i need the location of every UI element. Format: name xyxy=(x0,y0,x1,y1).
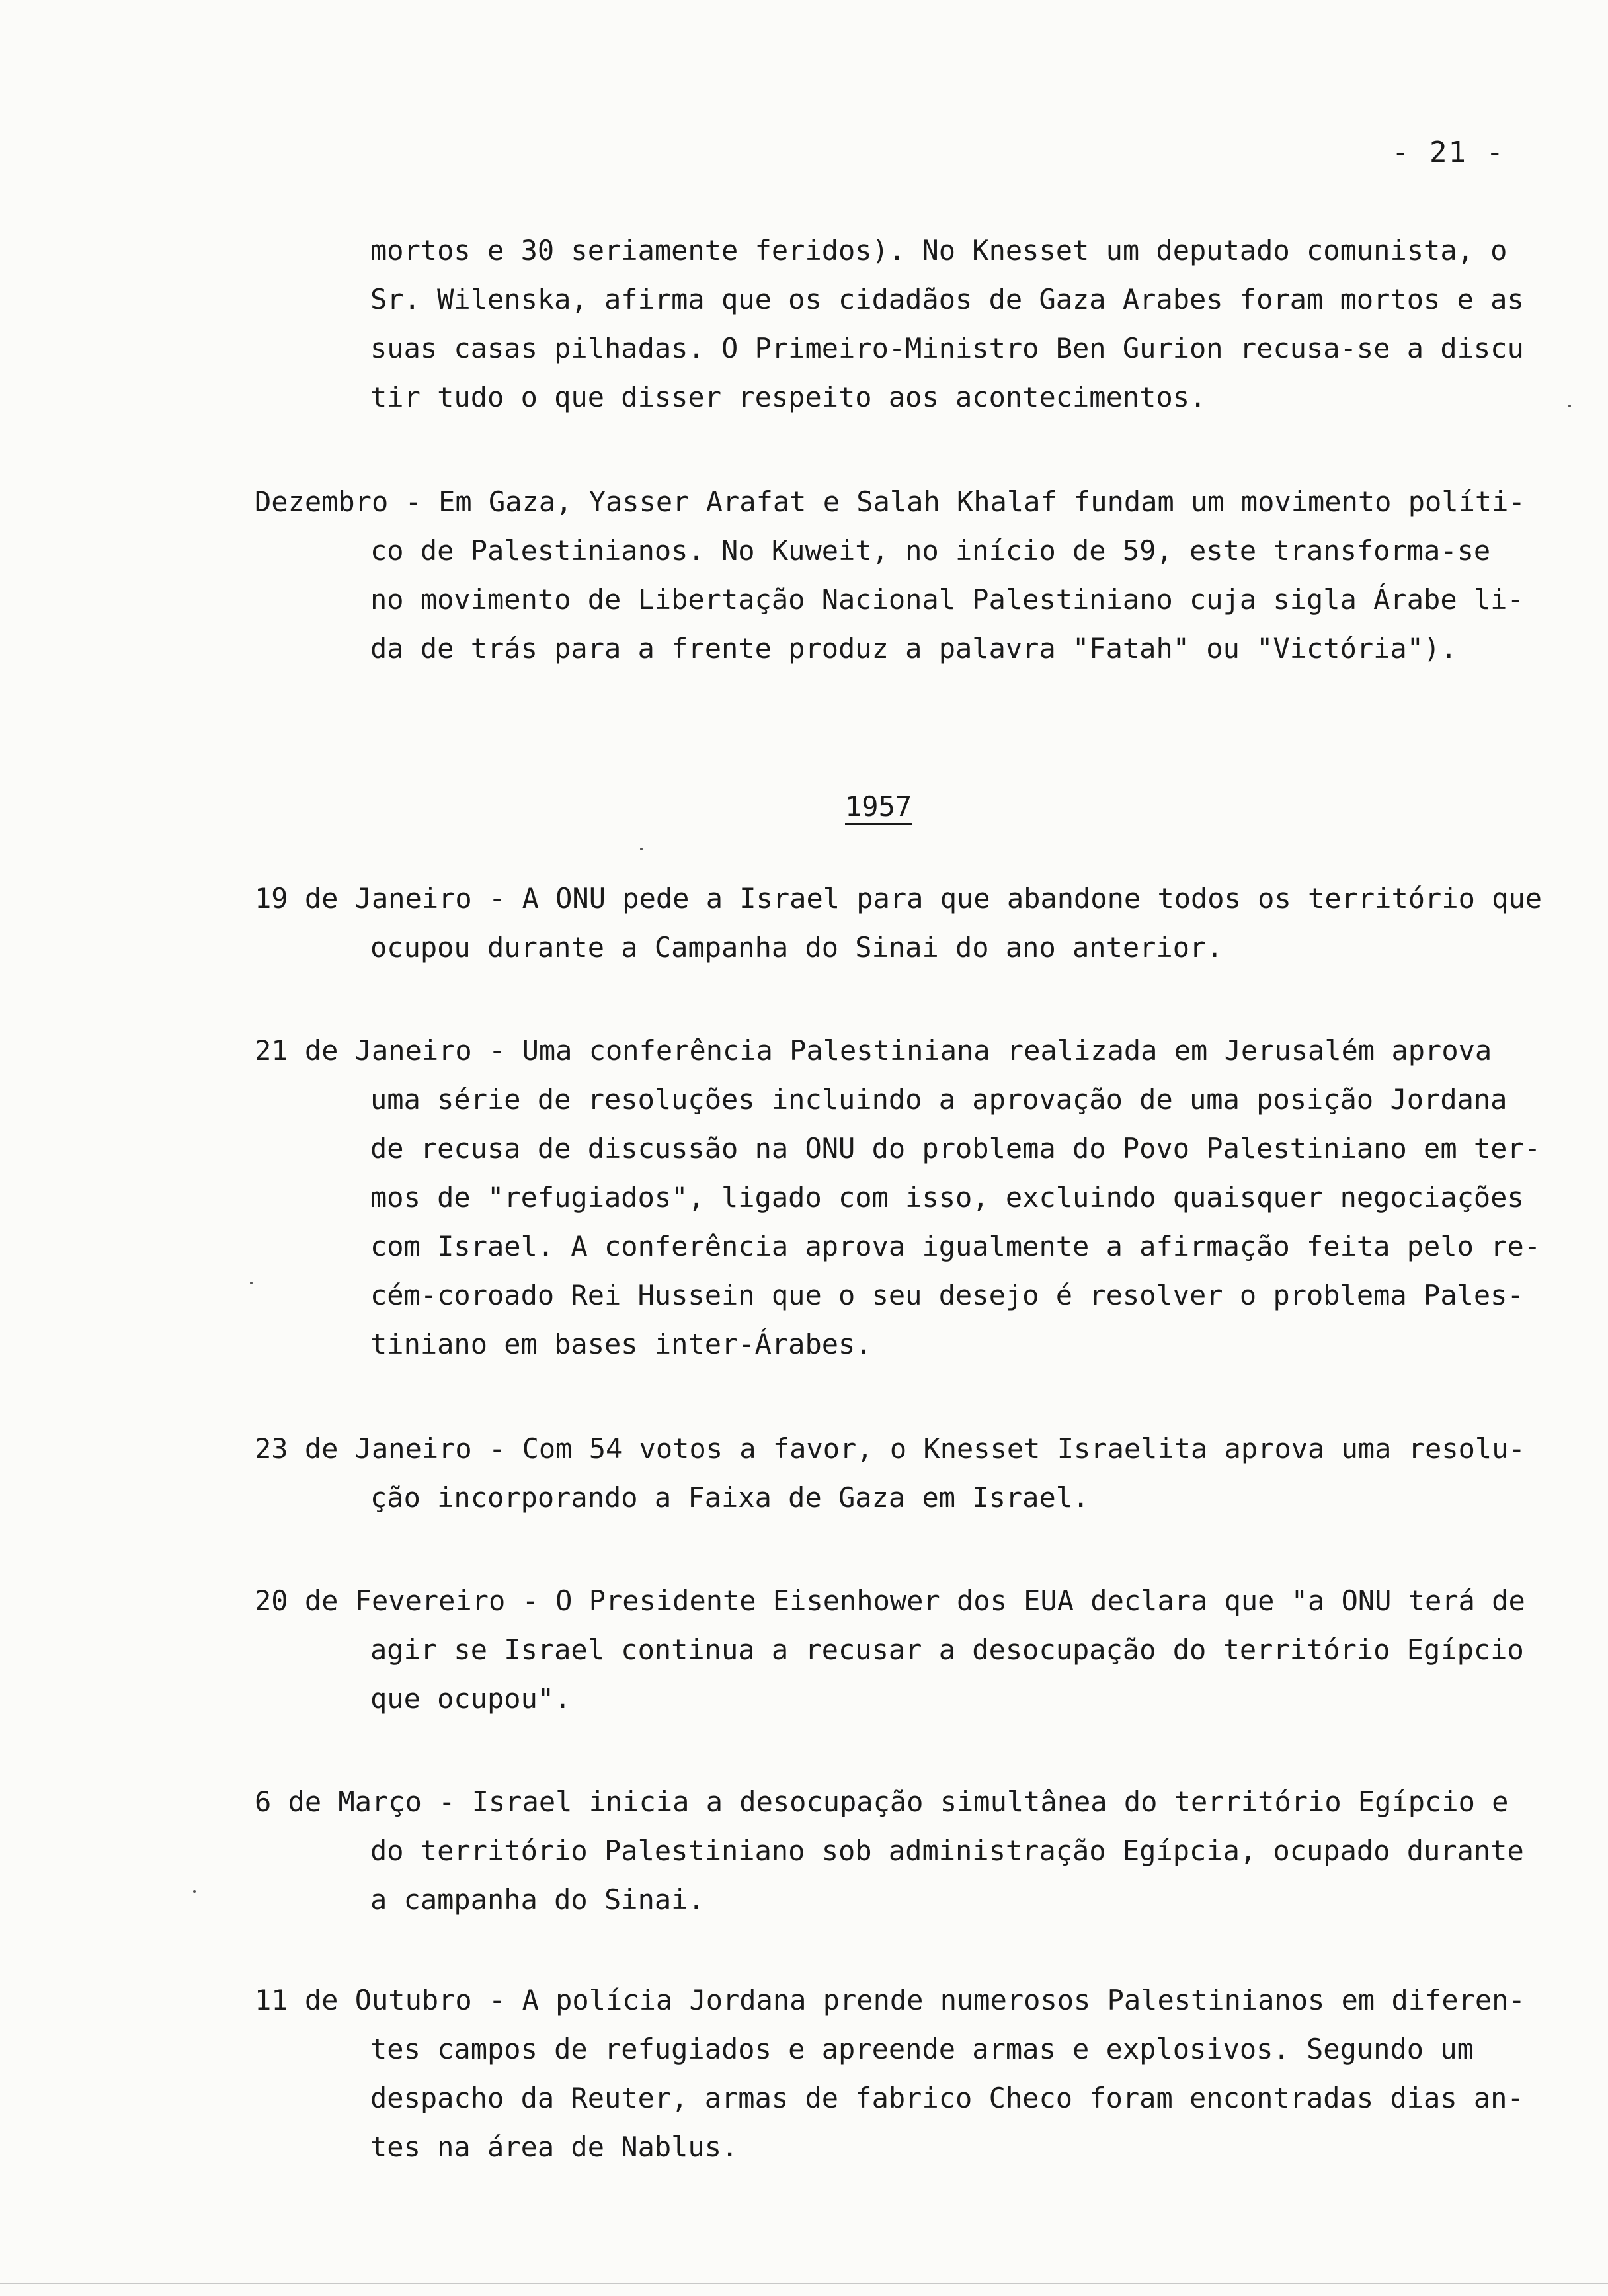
text-line: da de trás para a frente produz a palavra "Fatah" ou "Victória"). xyxy=(370,632,1457,665)
text-line: co de Palestinianos. No Kuweit, no início de 59, este transforma-se xyxy=(370,534,1491,567)
year-heading: 1957 xyxy=(845,790,912,823)
text-line: Dezembro - Em Gaza, Yasser Arafat e Salah Khalaf fundam um movimento políti- xyxy=(255,485,1525,518)
text-line: Sr. Wilenska, afirma que os cidadãos de Gaza Arabes foram mortos e as xyxy=(370,283,1524,315)
text-line: que ocupou". xyxy=(370,1682,571,1715)
text-line: agir se Israel continua a recusar a desocupação do território Egípcio xyxy=(370,1633,1524,1666)
text-line: tes campos de refugiados e apreende armas e explosivos. Segundo um xyxy=(370,2033,1474,2065)
scan-speck xyxy=(640,848,643,850)
text-line: 11 de Outubro - A polícia Jordana prende numerosos Palestinianos em diferen- xyxy=(255,1984,1525,2016)
text-line: 23 de Janeiro - Com 54 votos a favor, o Knesset Israelita aprova uma resolu- xyxy=(255,1432,1525,1465)
text-line: mos de "refugiados", ligado com isso, excluindo quaisquer negociações xyxy=(370,1181,1524,1213)
text-line: cém-coroado Rei Hussein que o seu desejo é resolver o problema Pales- xyxy=(370,1279,1524,1311)
text-line: do território Palestiniano sob administração Egípcia, ocupado durante xyxy=(370,1834,1524,1867)
text-line: uma série de resoluções incluindo a aprovação de uma posição Jordana xyxy=(370,1083,1508,1116)
text-line: no movimento de Libertação Nacional Palestiniano cuja sigla Árabe li- xyxy=(370,583,1524,616)
text-line: suas casas pilhadas. O Primeiro-Ministro Ben Gurion recusa-se a discu xyxy=(370,332,1524,364)
scan-speck xyxy=(1568,405,1571,407)
text-line: 20 de Fevereiro - O Presidente Eisenhower dos EUA declara que "a ONU terá de xyxy=(255,1584,1525,1617)
scan-edge-rule xyxy=(0,2283,1608,2284)
text-line: tes na área de Nablus. xyxy=(370,2131,739,2163)
page-number: - 21 - xyxy=(1392,136,1505,169)
text-line: com Israel. A conferência aprova igualmente a afirmação feita pelo re- xyxy=(370,1230,1541,1262)
scan-speck xyxy=(193,1890,196,1893)
text-line: 19 de Janeiro - A ONU pede a Israel para que abandone todos os território que xyxy=(255,882,1543,915)
text-line: tiniano em bases inter-Árabes. xyxy=(370,1328,872,1360)
text-line: 21 de Janeiro - Uma conferência Palestiniana realizada em Jerusalém aprova xyxy=(255,1034,1492,1067)
scan-speck xyxy=(250,1282,253,1284)
text-line: mortos e 30 seriamente feridos). No Knesset um deputado comunista, o xyxy=(370,234,1508,266)
text-line: de recusa de discussão na ONU do problema do Povo Palestiniano em ter- xyxy=(370,1132,1541,1165)
text-line: ção incorporando a Faixa de Gaza em Israel. xyxy=(370,1481,1090,1514)
text-line: ocupou durante a Campanha do Sinai do ano anterior. xyxy=(370,931,1223,964)
text-line: despacho da Reuter, armas de fabrico Checo foram encontradas dias an- xyxy=(370,2082,1524,2114)
text-line: 6 de Março - Israel inicia a desocupação simultânea do território Egípcio e xyxy=(255,1785,1509,1818)
text-line: tir tudo o que disser respeito aos acontecimentos. xyxy=(370,381,1207,413)
text-line: a campanha do Sinai. xyxy=(370,1883,705,1916)
